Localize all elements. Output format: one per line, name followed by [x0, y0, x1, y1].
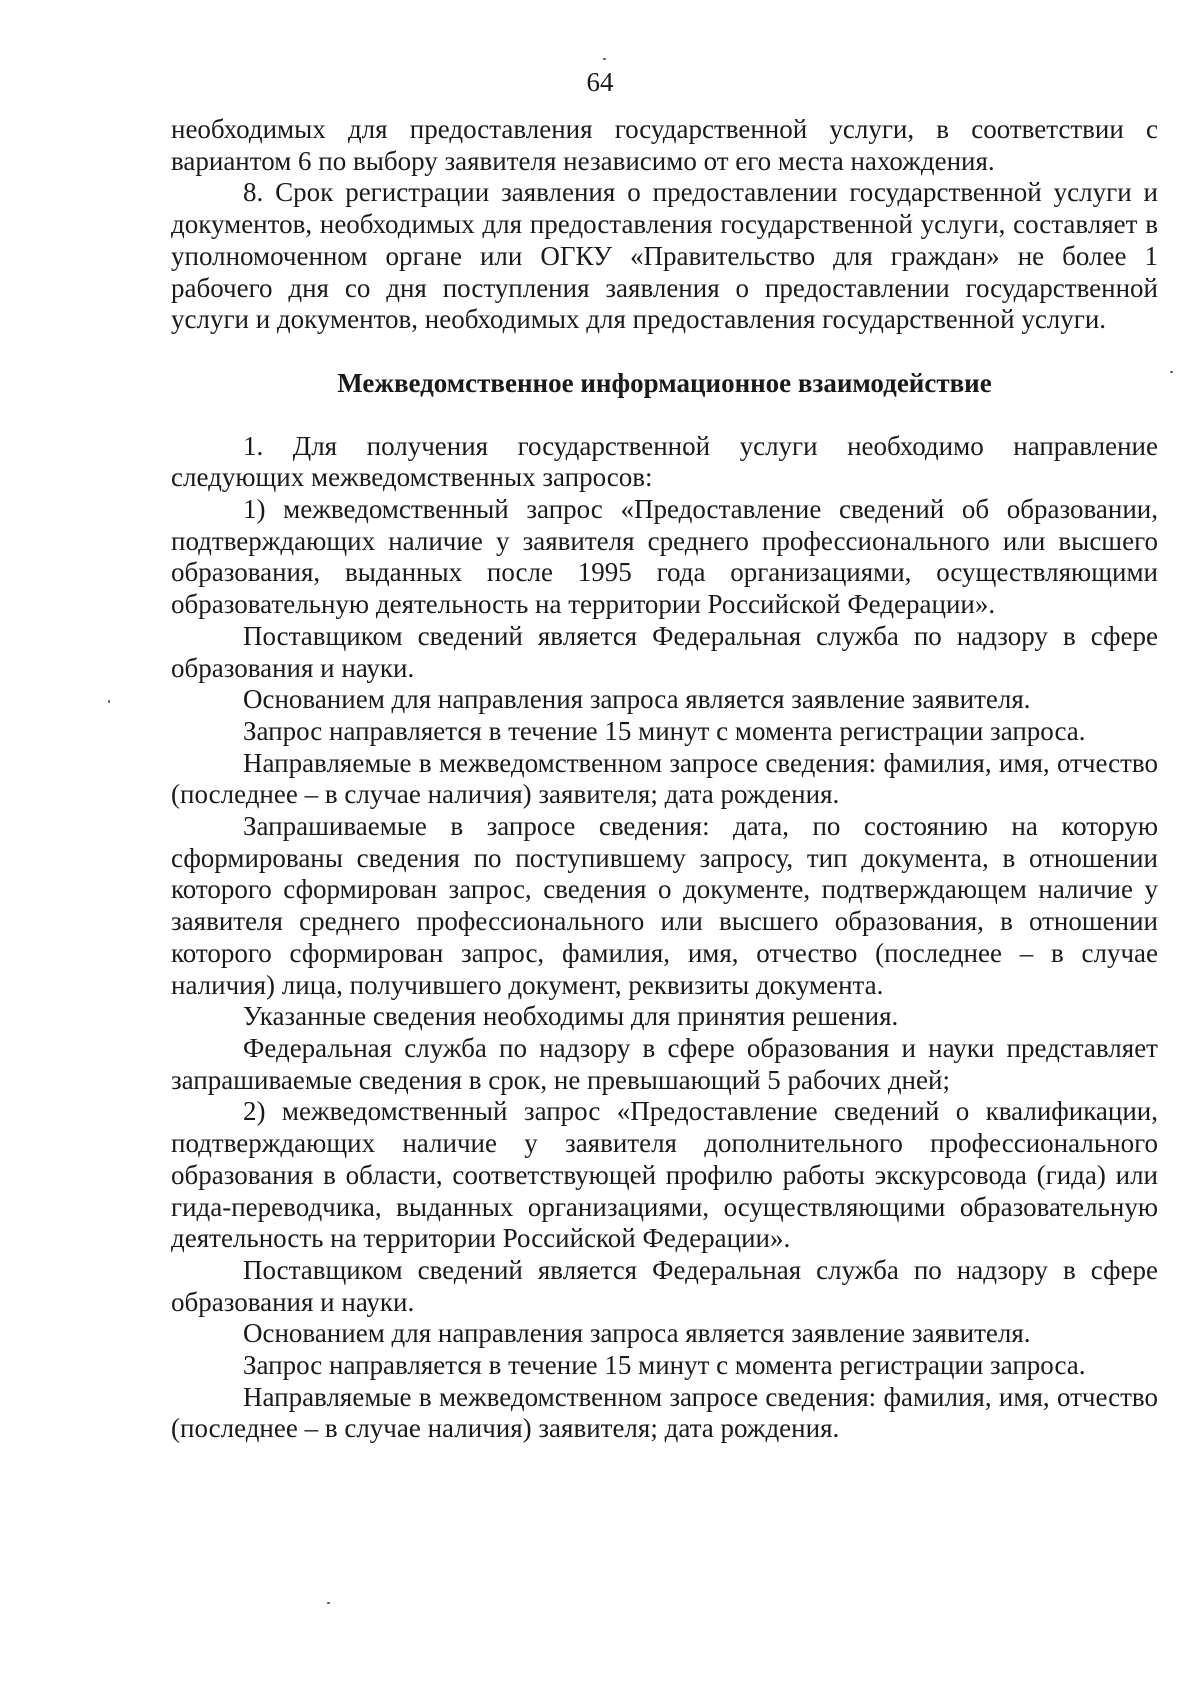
paragraph: Основанием для направления запроса является заявление заявителя. [243, 684, 1031, 715]
scan-speck [1170, 371, 1173, 373]
paragraph: Основанием для направления запроса является заявление заявителя. [243, 1318, 1031, 1349]
scan-speck [327, 1602, 330, 1604]
paragraph: 1. Для получения государственной услуги необходимо направление следующих межведомственных запросов: [171, 430, 1158, 493]
paragraph: Поставщиком сведений является Федеральная служба по надзору в сфере образования и науки. [171, 1254, 1158, 1317]
paragraph: Направляемые в межведомственном запросе сведения: фамилия, имя, отчество (последнее – в случае наличия) заявителя; дата рождения. [171, 1381, 1158, 1444]
section-heading: Межведомственное информационное взаимодействие [337, 367, 992, 398]
scan-speck [108, 700, 110, 703]
paragraph: Запрос направляется в течение 15 минут с момента регистрации запроса. [243, 1350, 1086, 1381]
document-body [171, 114, 1158, 1445]
paragraph: Указанные сведения необходимы для принятия решения. [243, 1001, 899, 1032]
paragraph: 2) межведомственный запрос «Предоставление сведений о квалификации, подтверждающих наличие у заявителя дополнительного профессионального образования в области, соответствующей профилю работы экскурсовода (гида) или гида-переводчика, выданных организациями, осуществляющими образовательную деятельность на территории Российской Федерации». [171, 1096, 1158, 1254]
scan-speck [603, 58, 606, 60]
paragraph: Поставщиком сведений является Федеральная служба по надзору в сфере образования и науки. [171, 620, 1158, 683]
paragraph: 1) межведомственный запрос «Предоставление сведений об образовании, подтверждающих наличие у заявителя среднего профессионального или высшего образования, выданных после 1995 года организациями, осуществляющими образовательную деятельность на территории Российской Федерации». [171, 494, 1158, 620]
page-number: 64 [586, 67, 614, 97]
paragraph: необходимых для предоставления государственной услуги, в соответствии с вариантом 6 по выбору заявителя независимо от его места нахождения. [171, 114, 1158, 176]
paragraph: Запрос направляется в течение 15 минут с момента регистрации запроса. [243, 715, 1086, 746]
paragraph: Запрашиваемые в запросе сведения: дата, по состоянию на которую сформированы сведения по поступившему запросу, тип документа, в отношении которого сформирован запрос, сведения о документе, подтверждающем наличие у заявителя среднего профессионального или высшего образования, в отношении которого сформирован запрос, фамилия, имя, отчество (последнее – в случае наличия) лица, получившего документ, реквизиты документа. [171, 811, 1158, 1000]
paragraph: Направляемые в межведомственном запросе сведения: фамилия, имя, отчество (последнее – в случае наличия) заявителя; дата рождения. [171, 747, 1158, 810]
paragraph: Федеральная служба по надзору в сфере образования и науки представляет запрашиваемые сведения в срок, не превышающий 5 рабочих дней; [171, 1032, 1158, 1095]
paragraph: 8. Срок регистрации заявления о предоставлении государственной услуги и документов, необходимых для предоставления государственной услуги, составляет в уполномоченном органе или ОГКУ «Правительство для граждан» не более 1 рабочего дня со дня поступления заявления о предоставлении государственной услуги и документов, необходимых для предоставления государственной услуги. [171, 177, 1158, 335]
